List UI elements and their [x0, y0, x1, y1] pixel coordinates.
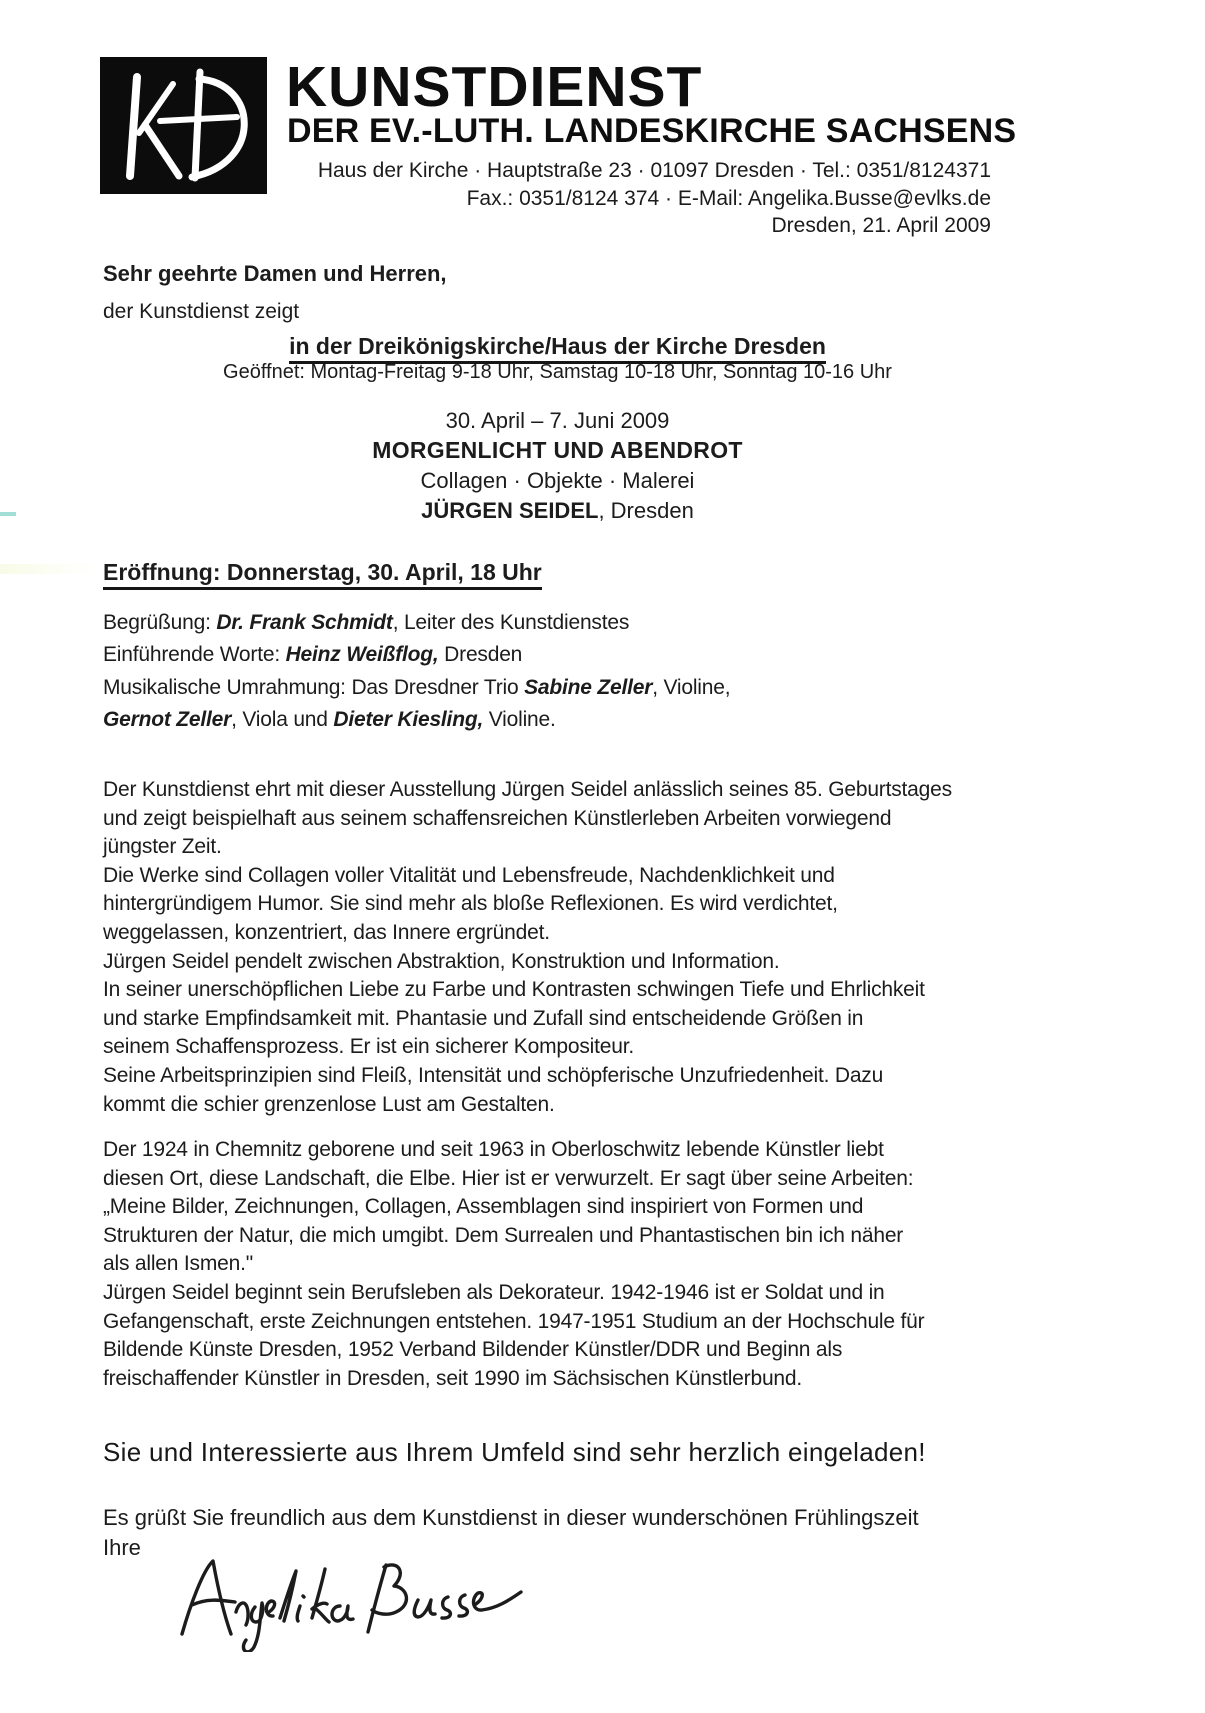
person-name: Gernot Zeller — [103, 708, 232, 732]
body-line: seinem Schaffensprozess. Er ist ein sicherer Kompositeur. — [103, 1035, 634, 1059]
body-line: und zeigt beispielhaft aus seinem schaffensreichen Künstlerleben Arbeiten vorwiegend — [103, 806, 892, 830]
body-line: Bildende Künste Dresden, 1952 Verband Bildender Künstler/DDR und Beginn als — [103, 1338, 843, 1362]
org-contact-line: Fax.: 0351/8124 374 · E-Mail: Angelika.Busse@evlks.de — [466, 186, 991, 210]
venue-location: in der Dreikönigskirche/Haus der Kirche Dresden — [289, 333, 826, 364]
body-line: In seiner unerschöpflichen Liebe zu Farbe und Kontrasten schwingen Tiefe und Ehrlichkeit — [103, 978, 925, 1002]
programme-greeting — [103, 607, 730, 639]
programme-intro-words — [103, 639, 730, 671]
programme-suffix: Violine. — [483, 708, 556, 732]
org-contact-block — [103, 157, 991, 240]
body-line: kommt die schier grenzenlose Lust am Gestalten. — [103, 1092, 555, 1116]
body-line: Gefangenschaft, erste Zeichnungen entstehen. 1947-1951 Studium an der Hochschule für — [103, 1309, 925, 1333]
body-line: freischaffender Künstler in Dresden, seit 1990 im Sächsischen Künstlerbund. — [103, 1366, 803, 1390]
letter-date: Dresden, 21. April 2009 — [771, 214, 991, 237]
body-line: diesen Ort, diese Landschaft, die Elbe. Hier ist er verwurzelt. Er sagt über seine Arbeiten: — [103, 1166, 914, 1190]
programme-mid: , Viola und — [231, 708, 334, 732]
opening-hours: Geöffnet: Montag-Freitag 9-18 Uhr, Samstag 10-18 Uhr, Sonntag 10-16 Uhr — [223, 361, 892, 383]
salutation-intro: der Kunstdienst zeigt — [103, 300, 300, 323]
body-line: Der 1924 in Chemnitz geborene und seit 1963 in Oberloschwitz lebende Künstler liebt — [103, 1138, 884, 1161]
exhibition-media: Collagen · Objekte · Malerei — [420, 468, 695, 493]
org-title: KUNSTDIENST — [286, 55, 703, 119]
opening-heading: Eröffnung: Donnerstag, 30. April, 18 Uhr — [103, 559, 542, 590]
opening-heading-line — [103, 559, 542, 590]
org-subtitle: DER EV.-LUTH. LANDESKIRCHE SACHSENS — [287, 112, 1017, 150]
invitation-line: Sie und Interessierte aus Ihrem Umfeld sind sehr herzlich eingeladen! — [103, 1437, 926, 1467]
exhibition-artist-line — [105, 498, 1010, 524]
person-name: Dieter Kiesling, — [333, 708, 484, 732]
person-name: Heinz Weißflog, — [285, 643, 439, 667]
farewell-line: Es grüßt Sie freundlich aus dem Kunstdienst in dieser wunderschönen Frühlingszeit — [103, 1505, 919, 1530]
programme-music-2 — [103, 704, 730, 736]
body-line: Jürgen Seidel pendelt zwischen Abstraktion, Konstruktion und Information. — [103, 949, 780, 973]
body-paragraph-b — [103, 1136, 924, 1393]
person-name: Dr. Frank Schmidt — [216, 611, 393, 634]
body-line: Seine Arbeitsprinzipien sind Fleiß, Intensität und schöpferische Unzufriedenheit. Dazu — [103, 1063, 884, 1087]
programme-prefix: Musikalische Umrahmung: Das Dresdner Trio — [103, 675, 525, 699]
body-line: Jürgen Seidel beginnt sein Berufsleben als Dekorateur. 1942-1946 ist er Soldat und in — [103, 1280, 885, 1304]
programme-prefix: Einführende Worte: — [103, 643, 286, 667]
venue-line — [105, 333, 1010, 364]
body-line: „Meine Bilder, Zeichnungen, Collagen, Assemblagen sind inspiriert von Formen und — [103, 1195, 864, 1219]
programme-music — [103, 672, 730, 704]
scan-artifact-teal — [0, 512, 16, 516]
salutation: Sehr geehrte Damen und Herren, — [103, 261, 447, 286]
body-line: als allen Ismen." — [103, 1252, 253, 1276]
signature — [172, 1552, 527, 1657]
artist-city: , Dresden — [598, 498, 694, 523]
org-address-line: Haus der Kirche · Hauptstraße 23 · 01097 Dresden · Tel.: 0351/8124371 — [317, 159, 991, 182]
body-line: Strukturen der Natur, die mich umgibt. Dem Surrealen und Phantastischen bin ich näher — [103, 1223, 904, 1247]
body-paragraph-a — [103, 776, 952, 1119]
programme-prefix: Begrüßung: — [103, 611, 217, 634]
scan-artifact-smudge — [0, 564, 95, 574]
exhibition-dates: 30. April – 7. Juni 2009 — [445, 408, 670, 433]
artist-name: JÜRGEN SEIDEL — [421, 498, 599, 523]
body-line: und starke Empfindsamkeit mit. Phantasie und Zufall sind entscheidende Größen in — [103, 1006, 864, 1030]
person-name: Sabine Zeller — [524, 675, 653, 699]
programme-suffix: , Violine, — [652, 675, 731, 699]
body-line: hintergründigem Humor. Sie sind mehr als bloße Reflexionen. Es wird verdichtet, — [103, 892, 838, 916]
body-line: jüngster Zeit. — [103, 835, 222, 859]
body-line: Der Kunstdienst ehrt mit dieser Ausstellung Jürgen Seidel anlässlich seines 85. Geburtstages — [103, 778, 952, 801]
programme-suffix: , Leiter des Kunstdienstes — [392, 611, 630, 634]
opening-programme — [103, 607, 730, 737]
body-line: Die Werke sind Collagen voller Vitalität und Lebensfreude, Nachdenklichkeit und — [103, 863, 835, 887]
programme-suffix: Dresden — [438, 643, 523, 667]
farewell-ihre: Ihre — [103, 1535, 141, 1560]
exhibition-title: MORGENLICHT UND ABENDROT — [372, 437, 743, 463]
body-line: weggelassen, konzentriert, das Innere ergründet. — [103, 920, 550, 944]
